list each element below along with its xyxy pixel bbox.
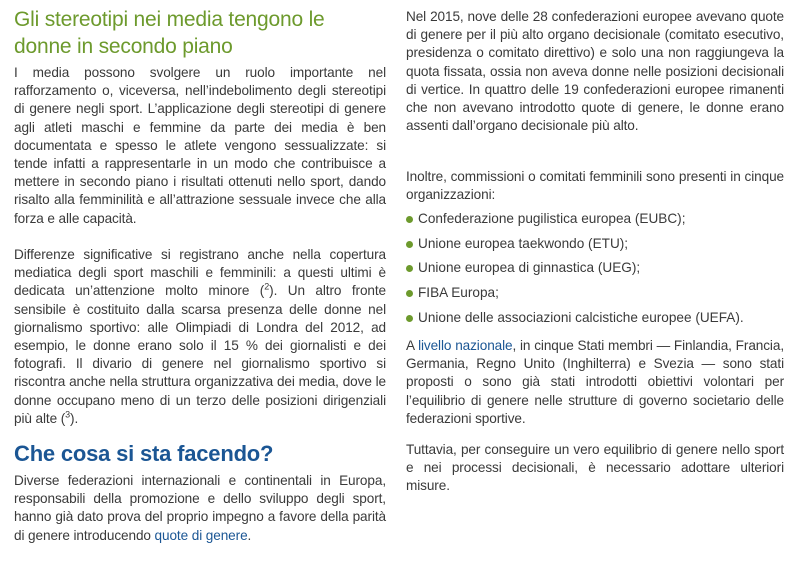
bullet-icon — [406, 265, 413, 272]
paragraph-womens-committees: Inoltre, commissioni o comitati femminili sono presenti in cinque organizzazioni: — [406, 169, 784, 203]
bullet-icon — [406, 315, 413, 322]
list-item: Unione europea taekwondo (ETU); — [406, 235, 784, 253]
gender-quotas-link[interactable]: quote di genere — [154, 527, 248, 543]
section-heading-what-is-done: Che cosa si sta facendo? — [14, 441, 274, 466]
bullet-icon — [406, 290, 413, 297]
footnote-ref-3[interactable]: 3 — [65, 409, 71, 420]
list-item: Confederazione pugilistica europea (EUBC); — [406, 210, 784, 228]
paragraph-confederations-2015: Nel 2015, nove delle 28 confederazioni europee avevano quote di genere per il più alto organo decisionale (comitato esecutivo, presidenza o comitato direttivo) e solo una non raggiungeva la quota fissata, ossia non aveva donne nelle posizioni decisionali di vertice. In quattro delle 19 confederazioni europee rimanenti che non avevano introdotto quote di genere, le donne erano assenti dall’organo decisionale più alto. — [406, 9, 784, 134]
paragraph-media-role: I media possono svolgere un ruolo importante nel rafforzamento o, viceversa, nell’indebolimento degli stereotipi di genere negli sport. L’applicazione degli stereotipi di genere agli atleti maschi e femmine da parte dei media è ben documentata e spesso le atlete vengono sessualizzate: si tende infatti a rappresentarle in un modo che contribuisce a mettere in secondo piano i risultati ottenuti nello sport, dando risalto alla femminilità e all’attrazione sessuale invece che alla forza e alle capacità. — [14, 65, 386, 226]
paragraph-federations: Diverse federazioni internazionali e continentali in Europa, responsabili della promozione e dello sviluppo degli sport, hanno già dato prova del proprio impegno a favore della parità di genere introducendo quote di genere. — [14, 473, 386, 543]
list-item: Unione europea di ginnastica (UEG); — [406, 259, 784, 277]
national-level-link[interactable]: livello nazionale — [418, 338, 513, 353]
paragraph-further-measures: Tuttavia, per conseguire un vero equilibrio di genere nello sport e nei processi decisionali, è necessario adottare ulteriori misure. — [406, 442, 784, 494]
paragraph-coverage-differences: Differenze significative si registrano anche nella copertura mediatica degli sport maschili e femminili: a questi ultimi è dedicata un’attenzione molto minore ($^2$). Un altro fronte sensibile è costituito dalla scarsa presenza delle donne nel giornalismo sportivo: alle Olimpiadi di Londra del 2012, ad esempio, le donne erano solo il 15 % dei giornalisti e dei fotografi. Il divario di genere nel giornalismo sportivo si riscontra anche nella struttura organizzativa dei media, dove le donne occupano meno di un terzo delle posizioni dirigenziali più alte ($^3$). — [14, 247, 387, 426]
section-heading-stereotypes: Gli stereotipi nei media tengono le donne in secondo piano — [14, 8, 325, 58]
organizations-list — [406, 210, 784, 334]
list-item: Unione delle associazioni calcistiche europee (UEFA). — [406, 309, 784, 327]
paragraph-national-level: A livello nazionale, in cinque Stati membri — Finlandia, Francia, Germania, Regno Unito (Inghilterra) e Svezia — sono stati proposti o sono già stati introdotti obiettivi volontari per l’equilibrio di genere nelle strutture di governo societario delle federazioni sportive. — [406, 338, 784, 426]
bullet-icon — [406, 241, 413, 248]
footnote-ref-2[interactable]: 2 — [264, 281, 270, 292]
bullet-icon — [406, 216, 413, 223]
list-item: FIBA Europa; — [406, 284, 784, 302]
